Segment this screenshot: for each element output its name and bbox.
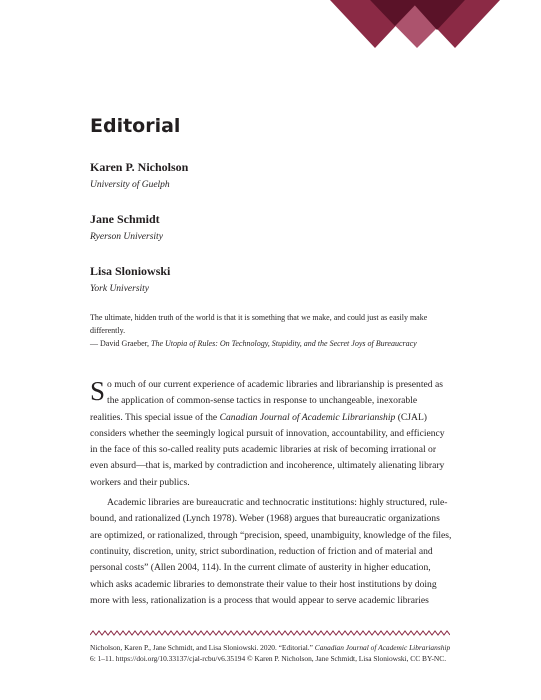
epigraph-quote: The ultimate, hidden truth of the world is that it is something that we make, and could just as easily make differently. — [90, 313, 428, 335]
author-affiliation: University of Guelph — [90, 180, 170, 190]
author-name: Lisa Sloniowski — [90, 264, 171, 278]
author-block — [90, 160, 188, 192]
epigraph-attribution — [90, 337, 450, 350]
attribution-author: — David Graeber, — [90, 339, 151, 348]
citation-journal: Canadian Journal of Academic Librarianship — [314, 643, 451, 652]
epigraph — [90, 311, 450, 350]
footer-divider — [90, 630, 450, 636]
body-paragraph: Academic libraries are bureaucratic and technocratic institutions: highly structured, rule-bound, and rationalized (Lynch 1978). Weber (1968) argues that bureaucratic organizations are optimized, or rationalized, through “precision, speed, unambiguity, knowledge of the files, continuity, discretion, unity, strict subordination, reduction of friction and of material and personal costs” (Allen 2004, 114). In the current climate of austerity in higher education, which asks academic libraries to demonstrate their value to their host institutions by doing more with less, rationalization is a process that would appear to serve academic libraries — [90, 497, 452, 606]
author-block — [90, 264, 170, 296]
citation-footer — [90, 642, 452, 664]
header-triangles-decoration — [310, 0, 500, 48]
citation-doi: 6: 1–11. https://doi.org/10.33137/cjal-rcbu/v6.35194 © Karen P. Nicholson, Jane Schmidt, Lisa Sloniowski, CC BY-NC. — [90, 654, 447, 663]
author-name: Jane Schmidt — [90, 212, 160, 226]
author-affiliation: York University — [90, 284, 150, 294]
drop-cap: S — [90, 376, 106, 406]
author-block — [90, 212, 163, 244]
author-affiliation: Ryerson University — [90, 232, 163, 242]
paragraph-text: o much of our current experience of academic libraries and librarianship is presented as the application of common-sense tactics in response to unchangeable, inexorable realities. This special issue of the — [90, 379, 443, 423]
article-title: Editorial — [90, 115, 181, 137]
citation-text: Nicholson, Karen P., Jane Schmidt, and Lisa Sloniowski. 2020. “Editorial.” — [90, 643, 315, 652]
journal-name: Canadian Journal of Academic Librarianship — [219, 411, 396, 423]
article-body — [90, 377, 452, 609]
attribution-book-title: The Utopia of Rules: On Technology, Stupidity, and the Secret Joys of Bureaucracy — [151, 339, 417, 348]
paragraph-text: (CJAL) considers whether the seemingly logical pursuit of innovation, accountability, and efficiency in the face of this so-called reality puts academic libraries at risk of becoming irrational or even absurd—that is, marked by contradiction and incoherence, ultimately alienating library workers and their publics. — [90, 411, 445, 488]
author-name: Karen P. Nicholson — [90, 160, 189, 174]
body-paragraph — [90, 377, 452, 491]
